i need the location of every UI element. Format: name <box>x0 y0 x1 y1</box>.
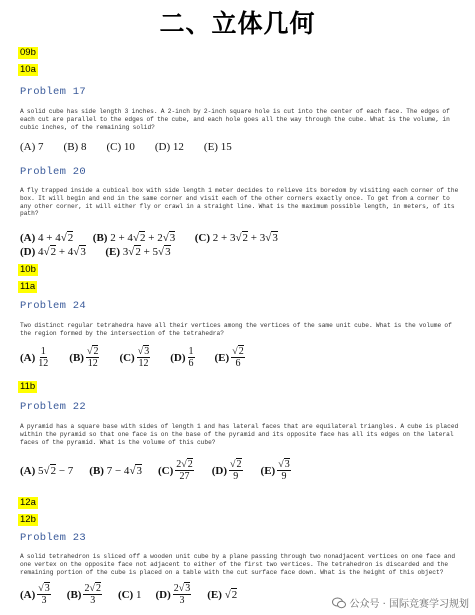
answer-d-label: (D) <box>155 588 171 601</box>
answer-a-label: (A) <box>20 588 36 601</box>
problem-22-answers <box>20 459 293 482</box>
problem-24-answers <box>20 346 247 369</box>
problem-23-text: A solid tetrahedron is sliced off a wooden unit cube by a plane passing through two nonadjacent vertices on one face and one vertex on the opposite face not adjacent to either of the first two vertices. The tetrahedron is discarded and the remaining portion of the cube is placed on a table with the cut surface face down. What is the height of this object? <box>20 553 456 576</box>
answer-c-den: 12 <box>138 358 149 369</box>
answer-e-mid: + 5 <box>140 246 159 258</box>
answer-a-pre: 5 <box>38 464 44 477</box>
problem-17-title: Problem 17 <box>20 86 87 98</box>
answer-e-num-radicand: 3 <box>284 459 290 470</box>
answer-b-radicand: 3 <box>136 464 142 477</box>
answer-d-num-radicand: 3 <box>185 583 191 594</box>
answer-b-num-radicand: 2 <box>95 583 101 594</box>
answer-b: (B) $\frac{2√2}{3}$ <box>66 583 101 606</box>
answer-a-num: 1 <box>40 346 46 357</box>
answer-d: (D) $\frac{2√3}{3}$ <box>155 583 191 606</box>
answer-d-den: 6 <box>188 358 194 369</box>
answer-e: (E) √2 <box>207 588 238 601</box>
answer-a-label: (A) <box>20 232 36 244</box>
answer-e-label: (E) <box>260 464 276 477</box>
answer-c-pre: 2 + 3 <box>212 232 236 244</box>
problem-24-text: Two distinct regular tetrahedra have all their vertices among the vertices of the same unit cube. What is the volume of the region formed by the intersection of the tetrahedra? <box>20 322 452 337</box>
answer-d-pre: 4 <box>38 246 44 258</box>
problem-17-text: A solid cube has side length 3 inches. A 2-inch by 2-inch square hole is cut into the center of each face. The edges of each cut are parallel to the edges of the cube, and each hole goes all the way through the cube. What is the volume, in cubic inches, of the remaining solid? <box>20 108 450 131</box>
answer-b-num-pre: 2 <box>84 583 90 594</box>
answer-e: (E) $\frac{√2}{6}$ <box>214 346 244 369</box>
answer-b-mid: + 2 <box>145 232 163 244</box>
answer-a-radicand: 2 <box>67 232 74 244</box>
answer-b-pre: 7 − 4 <box>106 464 130 477</box>
answer-b-num: 2 <box>93 346 99 357</box>
answer-a-radicand: 2 <box>50 464 57 477</box>
answer-b-radicand-1: 2 <box>139 232 146 244</box>
watermark <box>330 594 471 611</box>
problem-17-answers <box>20 141 232 153</box>
answer-a <box>20 346 51 369</box>
answer-c-num: 3 <box>144 346 150 357</box>
answer-a-post: − 7 <box>56 464 74 477</box>
problem-22-text: A pyramid has a square base with sides of length 1 and has lateral faces that are equilateral triangles. A cube is placed within the pyramid so that one face is on the base of the pyramid and its opposite face has all its edges on the lateral faces of the pyramid. What is the volume of this cube? <box>20 423 459 446</box>
answer-d-den: 3 <box>179 595 185 606</box>
answer-d-radicand-1: 2 <box>50 246 57 258</box>
answer-a-label: (A) <box>20 351 36 364</box>
tag-12a: 12a <box>20 497 36 508</box>
answer-c-den: 27 <box>179 471 190 482</box>
answer-d-label: (D) <box>211 464 228 477</box>
problem-23-title: Problem 23 <box>20 532 87 544</box>
answer-e: (E) $\frac{√3}{9}$ <box>260 459 290 482</box>
page-title: 二、立体几何 <box>159 9 316 38</box>
answer-e-radicand-1: 2 <box>135 246 141 258</box>
answer-b: (B) 7 − 4√3 <box>89 464 142 477</box>
problem-20-answer-row-1: (A) 4 + 4√2 (B) 2 + 4√2 + 2√3 (C) 2 + 3√2 + 3√3 <box>20 232 278 244</box>
answer-a: (A) 5√2 − 7 <box>20 464 74 477</box>
answer-a: (A) $\frac{√3}{3}$ <box>20 583 50 606</box>
answer-d-num-radicand: 2 <box>236 459 242 470</box>
answer-c-num-pre: 2 <box>176 459 182 470</box>
answer-c-radicand-2: 3 <box>272 232 278 244</box>
problem-24-title: Problem 24 <box>20 300 87 312</box>
answer-a-label: (A) <box>20 464 36 477</box>
answer-e-radicand: 2 <box>231 588 238 601</box>
answer-b: (B) 8 <box>63 141 87 153</box>
answer-e-label: (E) <box>214 351 230 364</box>
answer-a-den: 3 <box>41 595 47 606</box>
answer-c: (C) $\frac{2√2}{27}$ <box>157 459 193 482</box>
wechat-icon <box>332 597 346 609</box>
answer-e: (E) 15 <box>203 141 232 153</box>
answer-c-num-radicand: 2 <box>187 459 193 470</box>
answer-d-label: (D) <box>170 351 186 364</box>
answer-a-pre: 4 + 4 <box>38 232 61 244</box>
answer-e-num: 2 <box>238 346 244 357</box>
answer-e-label: (E) <box>105 246 121 258</box>
problem-23-answers <box>20 583 237 606</box>
answer-d <box>170 346 196 369</box>
tag-11a: 11a <box>20 281 36 292</box>
answer-e-radicand-2: 3 <box>165 246 171 258</box>
answer-d-radicand-2: 3 <box>80 246 86 258</box>
tag-10b: 10b <box>20 264 36 275</box>
tag-09b: 09b <box>20 47 36 58</box>
answer-b-den: 12 <box>87 358 98 369</box>
answer-e-den: 9 <box>281 471 287 482</box>
watermark-text: 公众号 · 国际竞赛学习规划 <box>349 599 469 610</box>
answer-c-mid: + 3 <box>248 232 266 244</box>
answer-d-num-pre: 2 <box>173 583 179 594</box>
answer-a: (A) 7 <box>20 141 44 153</box>
answer-a-num-radicand: 3 <box>44 583 50 594</box>
answer-b-label: (B) <box>92 232 108 244</box>
answer-c-radicand-1: 2 <box>242 232 249 244</box>
answer-d-mid: + 4 <box>56 246 74 258</box>
problem-20-answer-row-2: (D) 4√2 + 4√3 (E) 3√2 + 5√3 <box>20 246 171 258</box>
tag-10a: 10a <box>20 64 36 75</box>
answer-b-radicand-2: 3 <box>169 232 176 244</box>
answer-e-pre: 3 <box>122 246 129 258</box>
tag-12b: 12b <box>20 514 36 525</box>
answer-c-value: 1 <box>135 588 142 601</box>
answer-d-label: (D) <box>20 246 36 258</box>
answer-b-label: (B) <box>69 351 84 364</box>
answer-c <box>118 589 142 601</box>
problem-20-text: A fly trapped inside a cubical box with side length 1 meter decides to relieve its boredom by visiting each corner of the box. It will begin and end in the same corner and visit each of the other corners exactly once. To get from a corner to any other corner, it will either fly or crawl in a straight line. What is the maximum possible length, in meters, of its path? <box>20 187 459 218</box>
answer-a-den: 12 <box>38 358 49 369</box>
answer-c-label: (C) <box>119 351 135 364</box>
answer-d-num: 1 <box>188 346 194 357</box>
answer-e-label: (E) <box>207 588 222 601</box>
answer-b: (B) $\frac{√2}{12}$ <box>69 346 99 369</box>
answer-c-label: (C) <box>194 232 211 244</box>
answer-d-den: 9 <box>233 471 239 482</box>
answer-e-den: 6 <box>235 358 241 369</box>
answer-b-den: 3 <box>90 595 96 606</box>
answer-c: (C) 10 <box>106 141 135 153</box>
answer-d: (D) $\frac{√2}{9}$ <box>211 459 242 482</box>
answer-c: (C) $\frac{√3}{12}$ <box>119 346 150 369</box>
answer-c-label: (C) <box>157 464 174 477</box>
tag-11b: 11b <box>20 381 36 392</box>
problem-22-title: Problem 22 <box>20 401 87 413</box>
answer-b-label: (B) <box>66 588 82 601</box>
problem-20-title: Problem 20 <box>20 166 87 178</box>
answer-b-label: (B) <box>89 464 104 477</box>
answer-b-pre: 2 + 4 <box>110 232 133 244</box>
answer-c-label: (C) <box>117 588 134 601</box>
answer-d: (D) 12 <box>154 141 184 153</box>
